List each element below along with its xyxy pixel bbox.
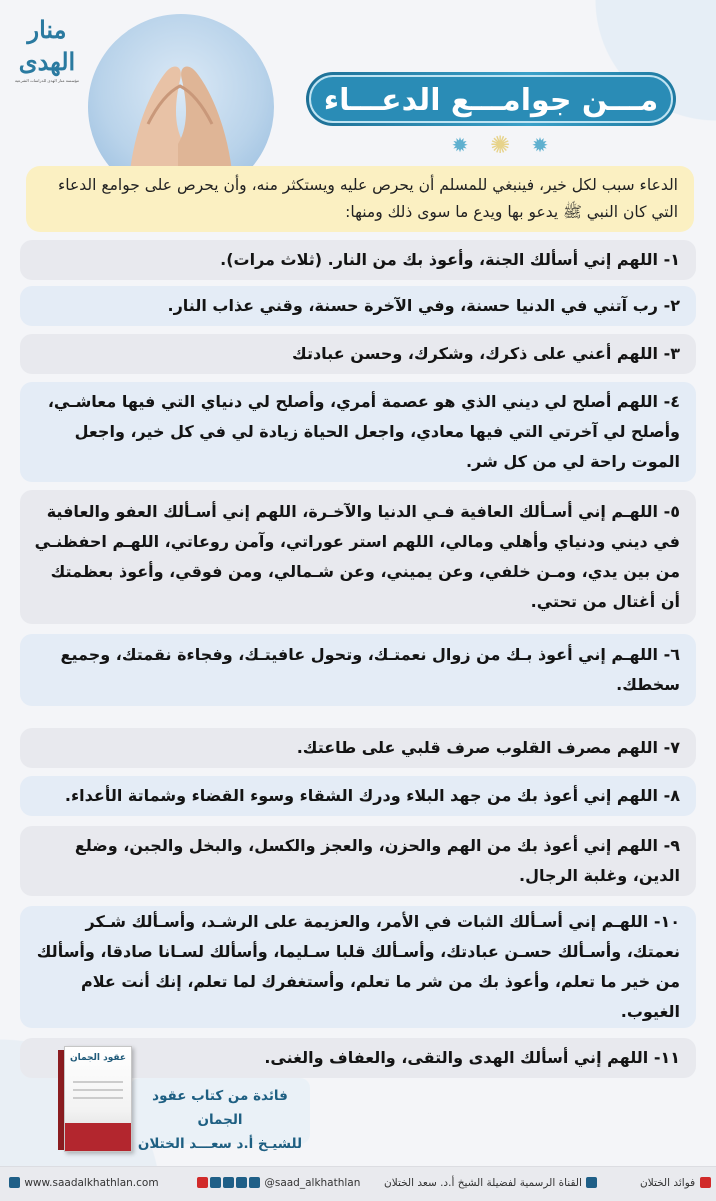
telegram-icon bbox=[586, 1177, 597, 1188]
globe-icon bbox=[9, 1177, 20, 1188]
dua-item-5: ٥- اللهـم إني أسـألك العافية فـي الدنيا والآخـرة، اللهم إني أسـألك العفو والعافية في ديني ودنياي وأهلي ومالي، اللهم استر عوراتي، وآمن روعاتي، اللهـم احفظنـي من بين يدي، ومـن خلفي، وعن يميني، وعن شـمالي، ومن فوقي، وأعوذ بعظمتك أن أغتال من تحتي. bbox=[20, 490, 696, 624]
youtube-icon bbox=[197, 1177, 208, 1188]
book-title: عقود الجمان bbox=[69, 1053, 127, 1063]
title-banner bbox=[306, 72, 676, 126]
star-ornament-icon: ✹ bbox=[531, 133, 549, 157]
credit-line-1: فائدة من كتاب عقود الجمان bbox=[152, 1088, 288, 1128]
page-title: مـــن جوامـــع الدعـــاء bbox=[309, 75, 673, 123]
dua-item-1: ١- اللهم إني أسألك الجنة، وأعوذ بك من النار. (ثلاث مرات). bbox=[20, 240, 696, 280]
dua-item-3: ٣- اللهم أعني على ذكرك، وشكرك، وحسن عبادتك bbox=[20, 334, 696, 374]
dua-item-4: ٤- اللهم أصلح لي ديني الذي هو عصمة أمري، وأصلح لي دنياي التي فيها معاشـي، وأصلح لي آخرتي التي فيها معادي، واجعل الحياة زيادة لي في كل خير، واجعل الموت راحة لي من كل شر. bbox=[20, 382, 696, 482]
x-icon bbox=[210, 1177, 221, 1188]
credit-line-2: للشيـخ أ.د سعـــد الختلان bbox=[137, 1136, 303, 1152]
star-ornament-icon: ✹ bbox=[451, 133, 469, 157]
footer bbox=[0, 1166, 716, 1201]
footer-youtube[interactable]: فوائد الختلان bbox=[640, 1177, 712, 1189]
dua-item-2: ٢- رب آتني في الدنيا حسنة، وفي الآخرة حسنة، وقني عذاب النار. bbox=[20, 286, 696, 326]
dua-item-10: ١٠- اللهـم إني أسـألك الثبات في الأمر، والعزيمة على الرشـد، وأسـألك شـكر نعمتك، وأسـألك حسـن عبادتك، وأسـألك قلبا سـليما، وأسألك لسـانا صادقا، وأسألك من خير ما تعلم، وأعوذ بك من شر ما تعلم، وأستغفرك لما تعلم، إنك أنت علام الغيوب. bbox=[20, 906, 696, 1028]
footer-website[interactable]: www.saadalkhathlan.com bbox=[8, 1177, 159, 1189]
footer-social[interactable]: @saad_alkhathlan bbox=[196, 1177, 360, 1189]
star-ornament-icon: ✺ bbox=[490, 131, 511, 159]
dua-item-6: ٦- اللهـم إني أعوذ بـك من زوال نعمتـك، وتحول عافيتـك، وفجاءة نقمتك، وجميع سخطك. bbox=[20, 634, 696, 706]
dua-item-11: ١١- اللهم إني أسألك الهدى والتقى، والعفاف والغنى. bbox=[20, 1038, 696, 1078]
dua-item-9: ٩- اللهم إني أعوذ بك من الهم والحزن، والعجز والكسل، والبخل والجبن، وضلع الدين، وغلبة الرجال. bbox=[20, 826, 696, 896]
logo bbox=[14, 14, 80, 94]
ornament-row bbox=[450, 132, 550, 158]
dua-item-7: ٧- اللهم مصرف القلوب صرف قلبي على طاعتك. bbox=[20, 728, 696, 768]
instagram-icon bbox=[236, 1177, 247, 1188]
logo-mark: منار الهدى bbox=[18, 15, 76, 76]
logo-subtitle: مؤسسة منار الهدى للدراسات الشرعية bbox=[14, 78, 80, 83]
book-credit bbox=[134, 1084, 306, 1152]
footer-telegram[interactable]: القناة الرسمية لفضيلة الشيخ أ.د. سعد الختلان bbox=[384, 1177, 598, 1189]
intro-text: الدعاء سبب لكل خير، فينبغي للمسلم أن يحرص عليه ويستكثر منه، وأن يحرص على جوامع الدعاء التي كان النبي ﷺ يدعو بها ويدع ما سوى ذلك ومنها: bbox=[26, 166, 694, 232]
youtube-icon bbox=[700, 1177, 711, 1188]
book-cover-image bbox=[64, 1046, 132, 1152]
tiktok-icon bbox=[249, 1177, 260, 1188]
dua-item-8: ٨- اللهم إني أعوذ بك من جهد البلاء ودرك الشقاء وسوء القضاء وشماتة الأعداء. bbox=[20, 776, 696, 816]
facebook-icon bbox=[223, 1177, 234, 1188]
